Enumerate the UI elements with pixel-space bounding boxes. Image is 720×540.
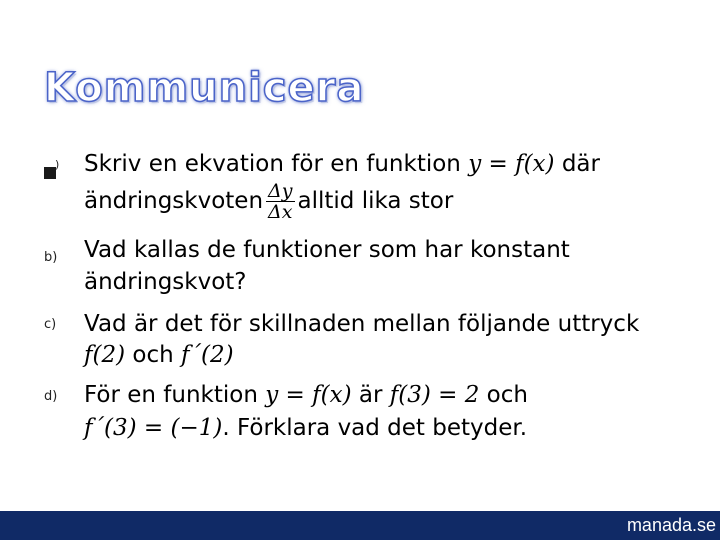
fraction-numerator: Δy (268, 180, 293, 202)
item-c-line2 (84, 340, 234, 370)
item-a-equation: y = f(x) (468, 151, 555, 177)
item-d-line1 (84, 380, 528, 410)
item-d-text2: . Förklara vad det betyder. (222, 415, 528, 441)
page-title: Kommunicera (44, 65, 365, 111)
item-d-mid: är (351, 382, 390, 408)
item-d-marker: d) (44, 389, 58, 404)
item-a-end: där (554, 151, 600, 177)
item-c-expr2: f´(2) (181, 342, 234, 368)
item-a-text3: alltid lika stor (297, 188, 454, 214)
item-d-text: För en funktion (84, 382, 266, 408)
item-d-value: f(3) = 2 (389, 382, 480, 408)
item-d-end: och (479, 382, 528, 408)
footer-site-label: manada.se (626, 515, 716, 535)
fraction-denominator: Δx (268, 201, 293, 223)
item-b-line2: ändringskvot? (84, 269, 247, 295)
item-a-line1 (84, 149, 600, 179)
footer-bar (0, 511, 720, 540)
item-b-marker: b) (44, 250, 58, 265)
item-b-line1: Vad kallas de funktioner som har konstant (84, 237, 570, 263)
item-a-text2: ändringskvoten (84, 188, 264, 214)
item-d-derivative: f´(3) = (−1) (84, 415, 223, 441)
item-c-line1: Vad är det för skillnaden mellan följande uttryck (84, 311, 640, 337)
item-c-och: och (125, 342, 182, 368)
item-d-equation: y = f(x) (265, 382, 352, 408)
item-a-line2 (84, 181, 453, 222)
item-a-marker: ) (55, 158, 60, 171)
item-c-expr1: f(2) (84, 342, 126, 368)
delta-fraction (266, 181, 294, 222)
item-a-text: Skriv en ekvation för en funktion (84, 151, 469, 177)
item-d-line2 (84, 413, 527, 443)
item-c-marker: c) (44, 317, 57, 332)
